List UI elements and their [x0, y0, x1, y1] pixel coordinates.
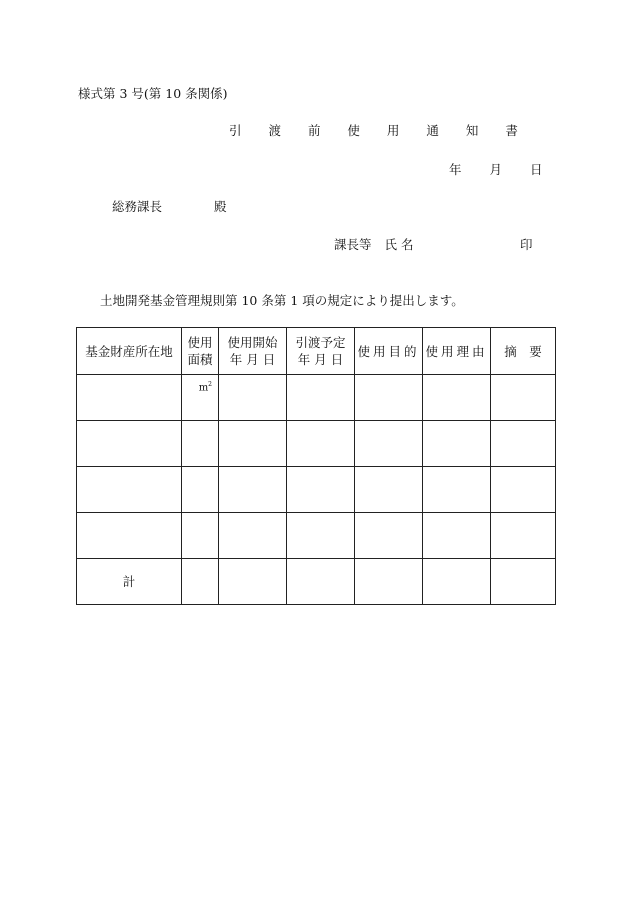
table-cell[interactable] [491, 421, 556, 467]
table-cell[interactable] [423, 421, 491, 467]
document-title: 引 渡 前 使 用 通 知 書 [229, 123, 530, 138]
recipient-name: 総務課長 [112, 199, 163, 214]
form-number: 様式第 3 号(第 10 条関係) [78, 86, 228, 101]
total-label: 計 [77, 559, 182, 605]
header-reason: 使用理由 [423, 328, 491, 375]
header-handover-date: 引渡予定 年 月 日 [287, 328, 355, 375]
table-cell[interactable] [77, 513, 182, 559]
table-cell[interactable] [219, 421, 287, 467]
table-cell[interactable] [423, 513, 491, 559]
table-cell-area[interactable] [182, 375, 219, 421]
table-cell[interactable] [491, 467, 556, 513]
table-cell[interactable] [423, 559, 491, 605]
table-cell[interactable] [355, 513, 423, 559]
sender-name-label: 氏 名 [384, 237, 414, 252]
recipient-honorific: 殿 [214, 199, 227, 214]
header-remarks: 摘 要 [491, 328, 556, 375]
sender-title: 課長等 [334, 237, 372, 252]
header-purpose: 使用目的 [355, 328, 423, 375]
date-line [449, 160, 543, 178]
recipient-line [112, 197, 227, 215]
table-cell[interactable] [182, 559, 219, 605]
table-cell[interactable] [355, 467, 423, 513]
seal-mark: 印 [520, 237, 533, 252]
table-cell[interactable] [355, 375, 423, 421]
table-cell[interactable] [219, 467, 287, 513]
table-cell[interactable] [287, 421, 355, 467]
table-cell[interactable] [355, 559, 423, 605]
date-year: 年 [449, 162, 462, 177]
table-cell[interactable] [287, 375, 355, 421]
table-cell[interactable] [77, 421, 182, 467]
date-month: 月 [489, 162, 503, 177]
table-cell[interactable] [491, 559, 556, 605]
table-cell[interactable] [219, 513, 287, 559]
table-cell[interactable] [287, 559, 355, 605]
table-cell[interactable] [77, 467, 182, 513]
unit-label: $m^2$ [198, 381, 212, 394]
sender-line [334, 235, 533, 253]
table-cell[interactable] [287, 513, 355, 559]
date-day: 日 [530, 162, 543, 177]
table-cell[interactable] [355, 421, 423, 467]
table-cell[interactable] [182, 421, 219, 467]
table-header-row [77, 328, 556, 375]
table-total-row [77, 559, 556, 605]
table-cell[interactable] [219, 559, 287, 605]
table-cell[interactable] [287, 467, 355, 513]
table-cell[interactable] [219, 375, 287, 421]
table-row [77, 467, 556, 513]
usage-table [76, 327, 556, 605]
table-row [77, 375, 556, 421]
table-cell[interactable] [423, 467, 491, 513]
header-area: 使用 面積 [182, 328, 219, 375]
header-location: 基金財産所在地 [77, 328, 182, 375]
table-cell[interactable] [491, 513, 556, 559]
table-cell[interactable] [182, 513, 219, 559]
table-cell[interactable] [77, 375, 182, 421]
header-start-date: 使用開始 年 月 日 [219, 328, 287, 375]
table-cell[interactable] [491, 375, 556, 421]
statement-text: 土地開発基金管理規則第 10 条第 1 項の規定により提出します。 [100, 293, 464, 308]
table-row [77, 421, 556, 467]
table-cell[interactable] [423, 375, 491, 421]
table-row [77, 513, 556, 559]
table-cell[interactable] [182, 467, 219, 513]
